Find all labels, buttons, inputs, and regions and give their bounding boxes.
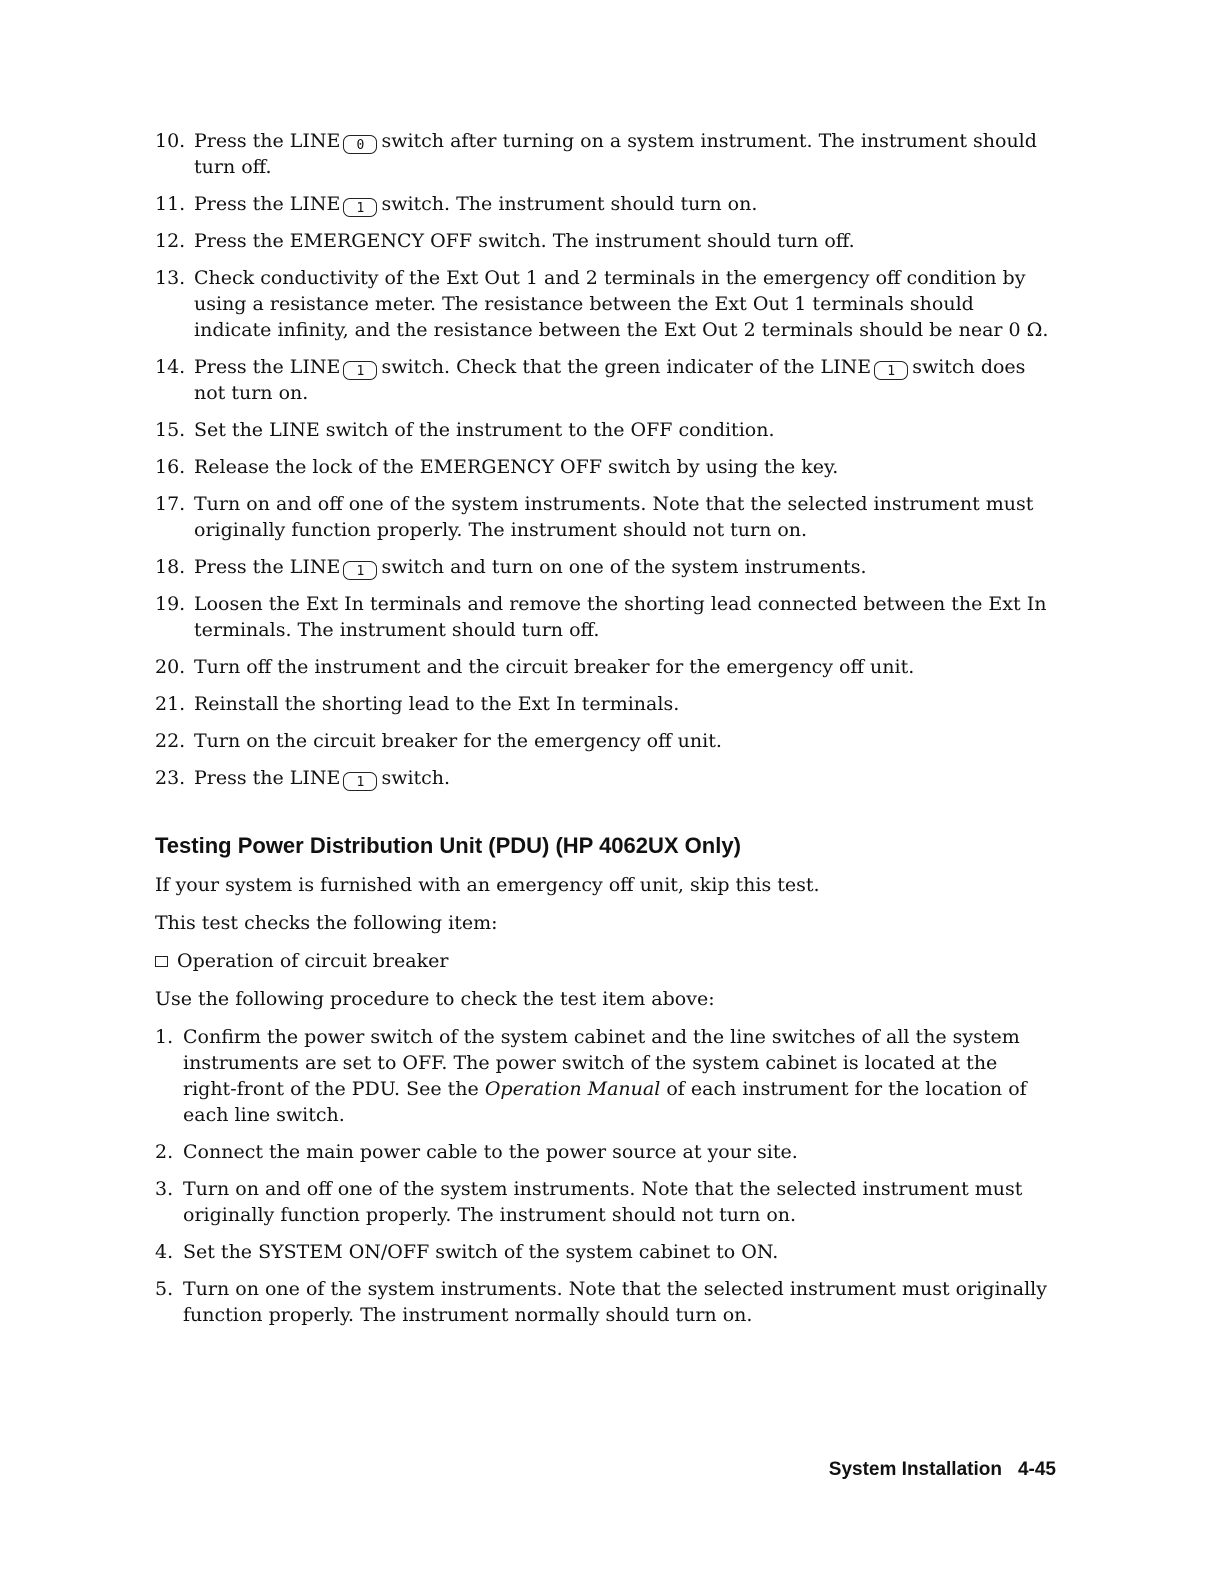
- step-number: 19.: [155, 593, 186, 615]
- step-number: 23.: [155, 767, 186, 789]
- list-item: 21. Reinstall the shorting lead to the Ext In terminals.: [155, 693, 680, 715]
- list-item: 5. Turn on one of the system instruments. Note that the selected instrument must originally function properly. The instrument normally should turn on.: [155, 1278, 1047, 1326]
- list-item: 22. Turn on the circuit breaker for the emergency off unit.: [155, 730, 722, 752]
- step-number: 15.: [155, 419, 186, 441]
- section-heading: Testing Power Distribution Unit (PDU) (HP 4062UX Only): [155, 833, 741, 858]
- list-item: 4. Set the SYSTEM ON/OFF switch of the system cabinet to ON.: [155, 1241, 779, 1263]
- intro-paragraph: If your system is furnished with an emergency off unit, skip this test.: [155, 874, 820, 896]
- list-item: 1. Confirm the power switch of the system cabinet and the line switches of all the system instruments are set to OFF. The power switch of the system cabinet is located at the right-front of the PDU. See the Operation Manual of each instrument for the location of each line switch.: [155, 1026, 1027, 1126]
- line-1-key-icon: 1: [343, 198, 377, 217]
- list-item: 23. Press the LINE 1 switch.: [155, 767, 451, 790]
- list-item: 14. Press the LINE 1 switch. Check that the green indicater of the LINE 1 switch does not turn on.: [155, 356, 1026, 404]
- step-number: 10.: [155, 130, 186, 152]
- line-1-key-icon: 1: [343, 561, 377, 580]
- list-item: 17. Turn on and off one of the system instruments. Note that the selected instrument must originally function properly. The instrument should not turn on.: [155, 493, 1034, 541]
- step-number: 4.: [155, 1241, 174, 1263]
- page-number: 4-45: [1017, 1459, 1056, 1480]
- line-1-key-icon: 1: [343, 772, 377, 791]
- intro-paragraph: This test checks the following item:: [155, 912, 498, 934]
- step-number: 21.: [155, 693, 186, 715]
- step-number: 2.: [155, 1141, 174, 1163]
- list-item: 3. Turn on and off one of the system instruments. Note that the selected instrument must originally function properly. The instrument should not turn on.: [155, 1178, 1023, 1226]
- intro-paragraph: Use the following procedure to check the test item above:: [155, 988, 715, 1010]
- step-number: 17.: [155, 493, 186, 515]
- step-number: 13.: [155, 267, 186, 289]
- list-item: 19. Loosen the Ext In terminals and remove the shorting lead connected between the Ext In terminals. The instrument should turn off.: [155, 593, 1047, 641]
- line-0-key-icon: 0: [343, 135, 377, 154]
- list-item: 20. Turn off the instrument and the circuit breaker for the emergency off unit.: [155, 656, 915, 678]
- step-number: 12.: [155, 230, 186, 252]
- step-number: 20.: [155, 656, 186, 678]
- step-number: 14.: [155, 356, 186, 378]
- list-item: 15. Set the LINE switch of the instrument to the OFF condition.: [155, 419, 775, 441]
- line-1-key-icon: 1: [343, 361, 377, 380]
- list-item: 2. Connect the main power cable to the power source at your site.: [155, 1141, 798, 1163]
- list-item: 10. Press the LINE 0 switch after turning on a system instrument. The instrument should turn off.: [155, 130, 1037, 178]
- step-number: 5.: [155, 1278, 174, 1300]
- procedure-list-emergency-off: [155, 128, 1055, 802]
- footer-section-title: System Installation: [828, 1459, 1002, 1480]
- checklist-item: Operation of circuit breaker: [155, 948, 1055, 974]
- pdu-test-section: [155, 872, 1055, 1339]
- manual-title: Operation Manual: [484, 1078, 661, 1100]
- step-number: 18.: [155, 556, 186, 578]
- step-number: 1.: [155, 1026, 174, 1048]
- list-item: 13. Check conductivity of the Ext Out 1 and 2 terminals in the emergency off condition by using a resistance meter. The resistance between the Ext Out 1 terminals should indicate infinity, and the resistance between the Ext Out 2 terminals should be near 0 Ω.: [155, 267, 1049, 341]
- procedure-list-pdu: [155, 1024, 1055, 1328]
- page-footer: [829, 1457, 1056, 1483]
- step-number: 3.: [155, 1178, 174, 1200]
- list-item: 16. Release the lock of the EMERGENCY OFF switch by using the key.: [155, 456, 839, 478]
- line-1-key-icon: 1: [874, 361, 908, 380]
- step-number: 16.: [155, 456, 186, 478]
- list-item: 18. Press the LINE 1 switch and turn on one of the system instruments.: [155, 556, 867, 579]
- list-item: 12. Press the EMERGENCY OFF switch. The instrument should turn off.: [155, 230, 855, 252]
- step-number: 11.: [155, 193, 186, 215]
- step-number: 22.: [155, 730, 186, 752]
- checkbox-square-icon: [155, 956, 168, 967]
- list-item: 11. Press the LINE 1 switch. The instrument should turn on.: [155, 193, 758, 216]
